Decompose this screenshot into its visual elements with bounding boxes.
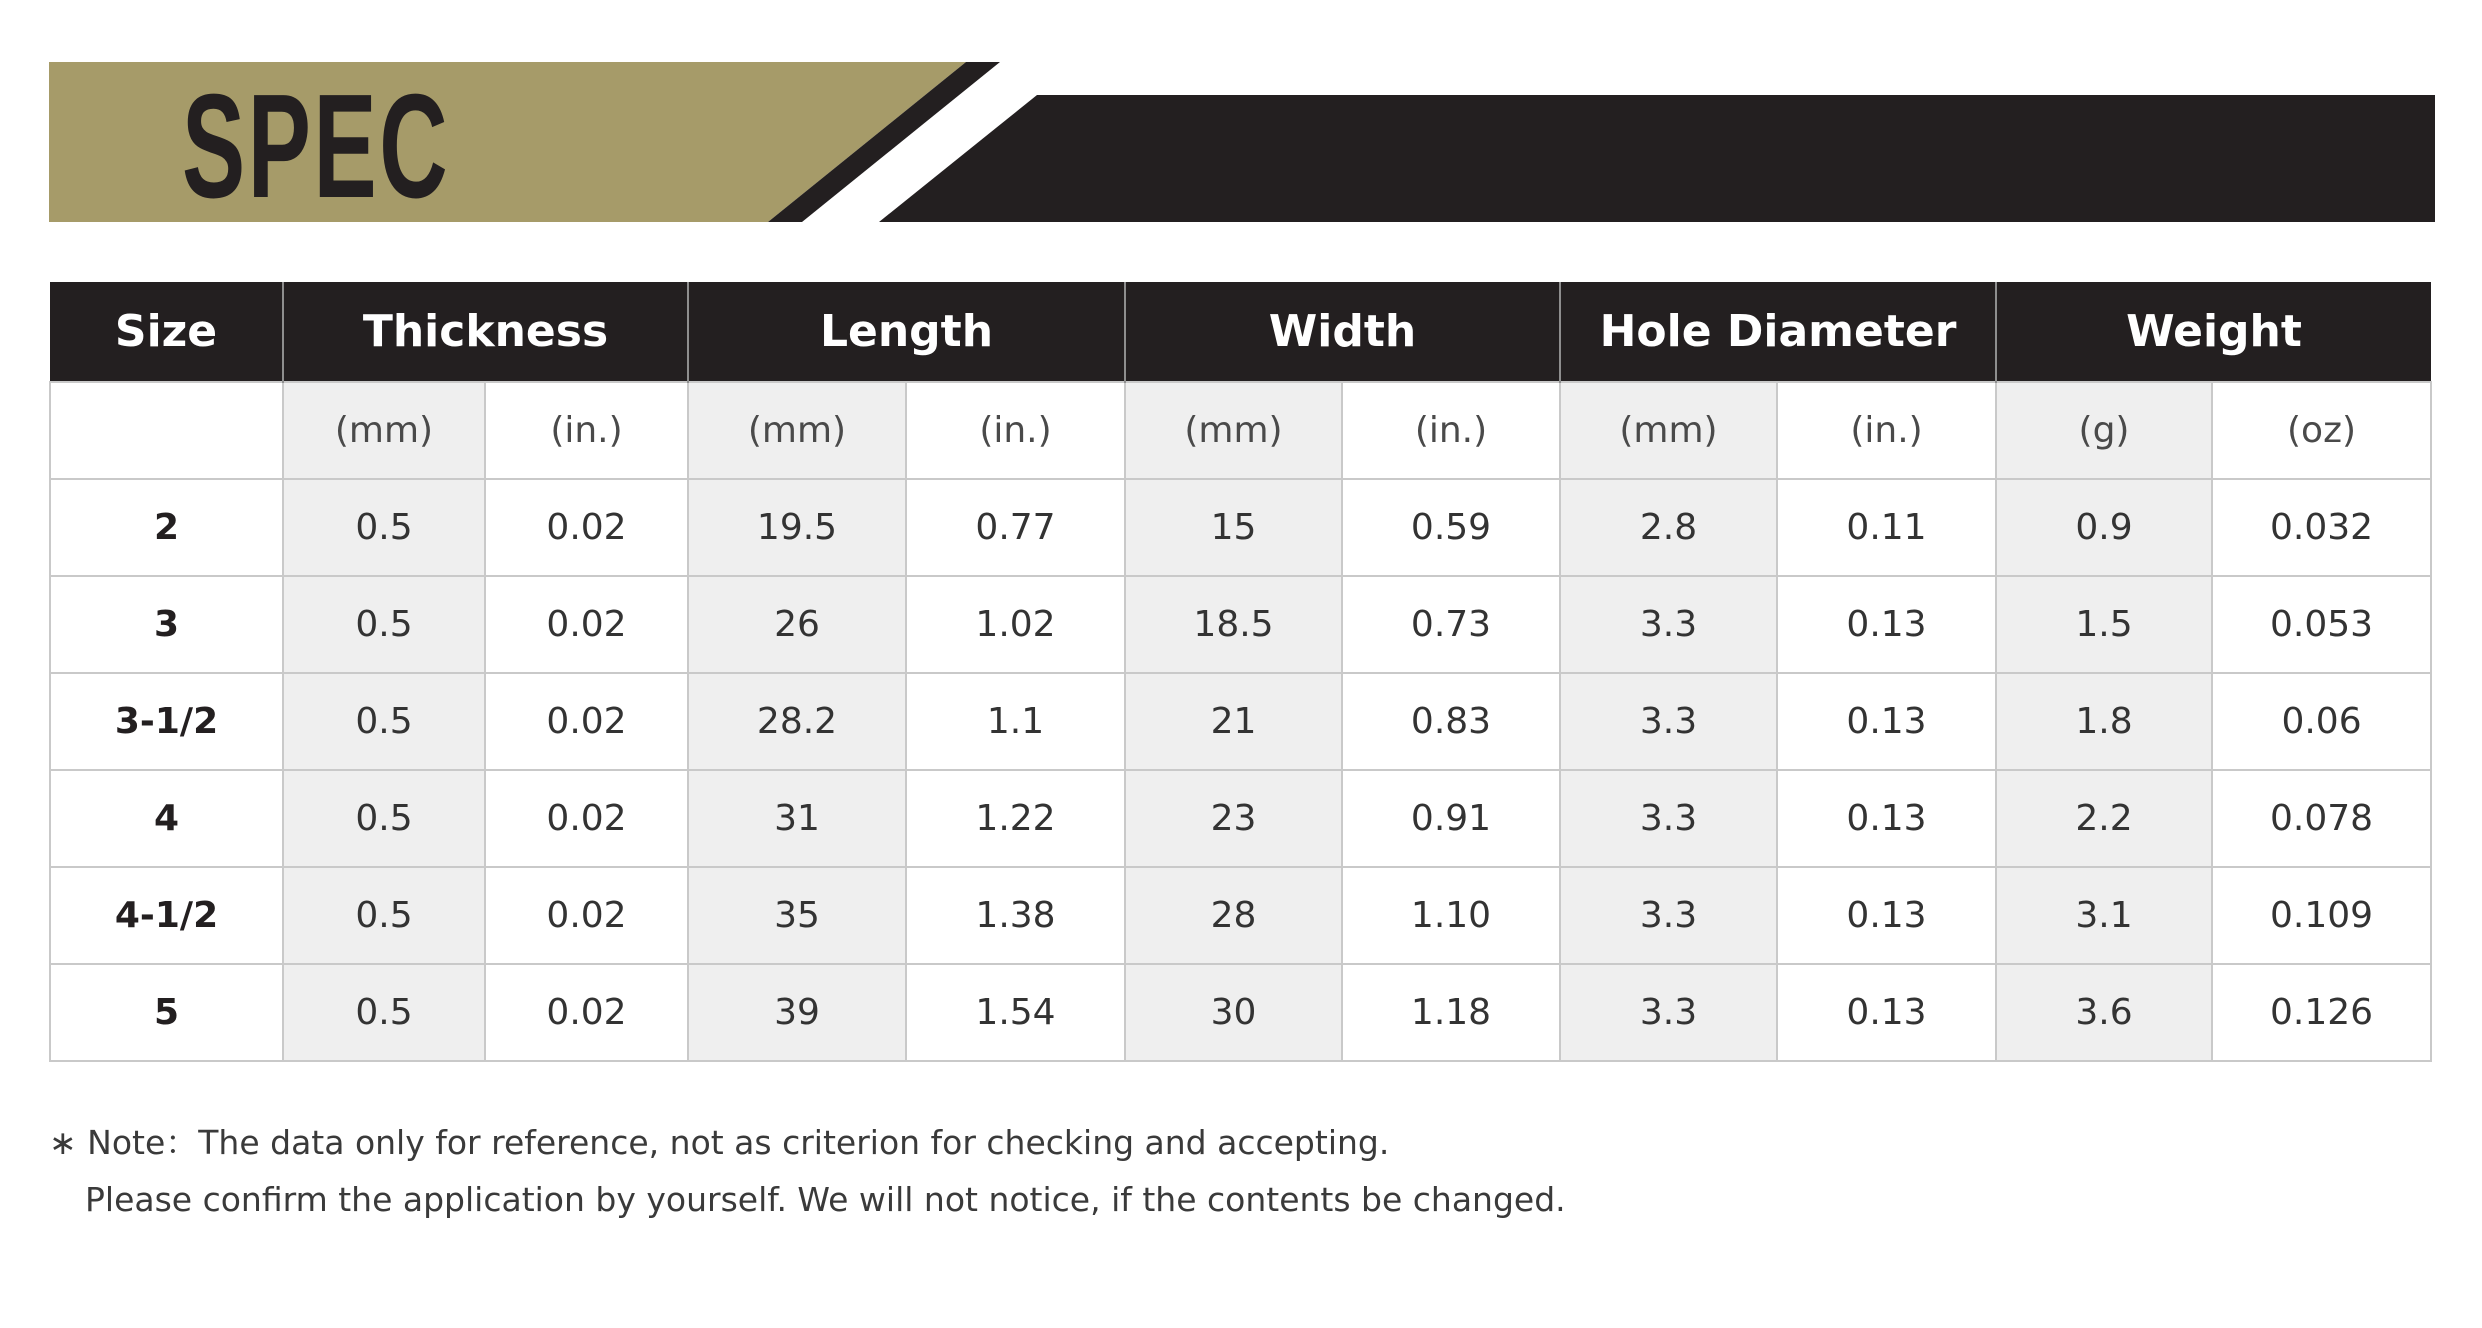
value-cell: 15 (1125, 479, 1342, 576)
value-cell: 0.078 (2212, 770, 2431, 867)
value-cell: 0.02 (485, 867, 688, 964)
unit-cell: (oz) (2212, 382, 2431, 479)
value-cell: 0.13 (1777, 964, 1996, 1061)
value-cell: 0.02 (485, 964, 688, 1061)
value-cell: 18.5 (1125, 576, 1342, 673)
value-cell: 3.3 (1560, 770, 1777, 867)
header-weight: Weight (1996, 282, 2431, 382)
value-cell: 26 (688, 576, 906, 673)
banner-black-bar (879, 95, 2435, 222)
size-cell: 3 (50, 576, 283, 673)
note-line-1: ∗ Note：The data only for reference, not as criterion for checking and accepting. (49, 1123, 1390, 1162)
unit-cell: (in.) (1342, 382, 1560, 479)
unit-cell: (mm) (1125, 382, 1342, 479)
value-cell: 23 (1125, 770, 1342, 867)
value-cell: 21 (1125, 673, 1342, 770)
value-cell: 1.38 (906, 867, 1125, 964)
unit-cell: (in.) (1777, 382, 1996, 479)
disclaimer-note (49, 1114, 1566, 1228)
size-cell: 4 (50, 770, 283, 867)
value-cell: 0.73 (1342, 576, 1560, 673)
table-row (50, 479, 2431, 576)
unit-cell: (g) (1996, 382, 2212, 479)
value-cell: 3.1 (1996, 867, 2212, 964)
value-cell: 0.11 (1777, 479, 1996, 576)
unit-cell: (in.) (485, 382, 688, 479)
value-cell: 3.3 (1560, 867, 1777, 964)
value-cell: 0.126 (2212, 964, 2431, 1061)
value-cell: 0.02 (485, 479, 688, 576)
value-cell: 19.5 (688, 479, 906, 576)
value-cell: 3.3 (1560, 964, 1777, 1061)
table-row (50, 576, 2431, 673)
value-cell: 1.10 (1342, 867, 1560, 964)
value-cell: 0.032 (2212, 479, 2431, 576)
value-cell: 1.22 (906, 770, 1125, 867)
unit-cell: (in.) (906, 382, 1125, 479)
value-cell: 1.02 (906, 576, 1125, 673)
value-cell: 0.5 (283, 673, 485, 770)
page-title: SPEC (182, 64, 451, 229)
value-cell: 30 (1125, 964, 1342, 1061)
unit-row (50, 382, 2431, 479)
table-row (50, 673, 2431, 770)
value-cell: 39 (688, 964, 906, 1061)
value-cell: 31 (688, 770, 906, 867)
value-cell: 35 (688, 867, 906, 964)
value-cell: 0.83 (1342, 673, 1560, 770)
size-cell: 5 (50, 964, 283, 1061)
note-line-2: Please confirm the application by yourself. We will not notice, if the contents be changed. (85, 1180, 1566, 1219)
unit-cell-empty (50, 382, 283, 479)
value-cell: 28 (1125, 867, 1342, 964)
value-cell: 1.54 (906, 964, 1125, 1061)
value-cell: 0.053 (2212, 576, 2431, 673)
table-row (50, 867, 2431, 964)
value-cell: 0.5 (283, 576, 485, 673)
value-cell: 0.06 (2212, 673, 2431, 770)
value-cell: 0.59 (1342, 479, 1560, 576)
unit-cell: (mm) (688, 382, 906, 479)
value-cell: 1.1 (906, 673, 1125, 770)
value-cell: 0.13 (1777, 867, 1996, 964)
size-cell: 2 (50, 479, 283, 576)
value-cell: 1.18 (1342, 964, 1560, 1061)
value-cell: 3.3 (1560, 673, 1777, 770)
value-cell: 0.02 (485, 770, 688, 867)
value-cell: 0.5 (283, 867, 485, 964)
value-cell: 2.8 (1560, 479, 1777, 576)
header-size: Size (50, 282, 283, 382)
value-cell: 0.02 (485, 576, 688, 673)
value-cell: 28.2 (688, 673, 906, 770)
header-length: Length (688, 282, 1125, 382)
value-cell: 0.02 (485, 673, 688, 770)
table-row (50, 770, 2431, 867)
header-width: Width (1125, 282, 1560, 382)
value-cell: 0.13 (1777, 770, 1996, 867)
unit-cell: (mm) (1560, 382, 1777, 479)
value-cell: 0.91 (1342, 770, 1560, 867)
spec-banner (0, 0, 2482, 240)
table-row (50, 964, 2431, 1061)
spec-table (49, 282, 2432, 1062)
value-cell: 0.5 (283, 964, 485, 1061)
header-thickness: Thickness (283, 282, 688, 382)
unit-cell: (mm) (283, 382, 485, 479)
header-row (50, 282, 2431, 382)
value-cell: 2.2 (1996, 770, 2212, 867)
value-cell: 3.6 (1996, 964, 2212, 1061)
size-cell: 4-1/2 (50, 867, 283, 964)
value-cell: 0.5 (283, 479, 485, 576)
value-cell: 0.109 (2212, 867, 2431, 964)
header-hole-diameter: Hole Diameter (1560, 282, 1996, 382)
table-body (50, 382, 2431, 1061)
value-cell: 0.77 (906, 479, 1125, 576)
value-cell: 0.9 (1996, 479, 2212, 576)
value-cell: 1.8 (1996, 673, 2212, 770)
value-cell: 0.5 (283, 770, 485, 867)
value-cell: 0.13 (1777, 576, 1996, 673)
value-cell: 0.13 (1777, 673, 1996, 770)
value-cell: 1.5 (1996, 576, 2212, 673)
value-cell: 3.3 (1560, 576, 1777, 673)
size-cell: 3-1/2 (50, 673, 283, 770)
